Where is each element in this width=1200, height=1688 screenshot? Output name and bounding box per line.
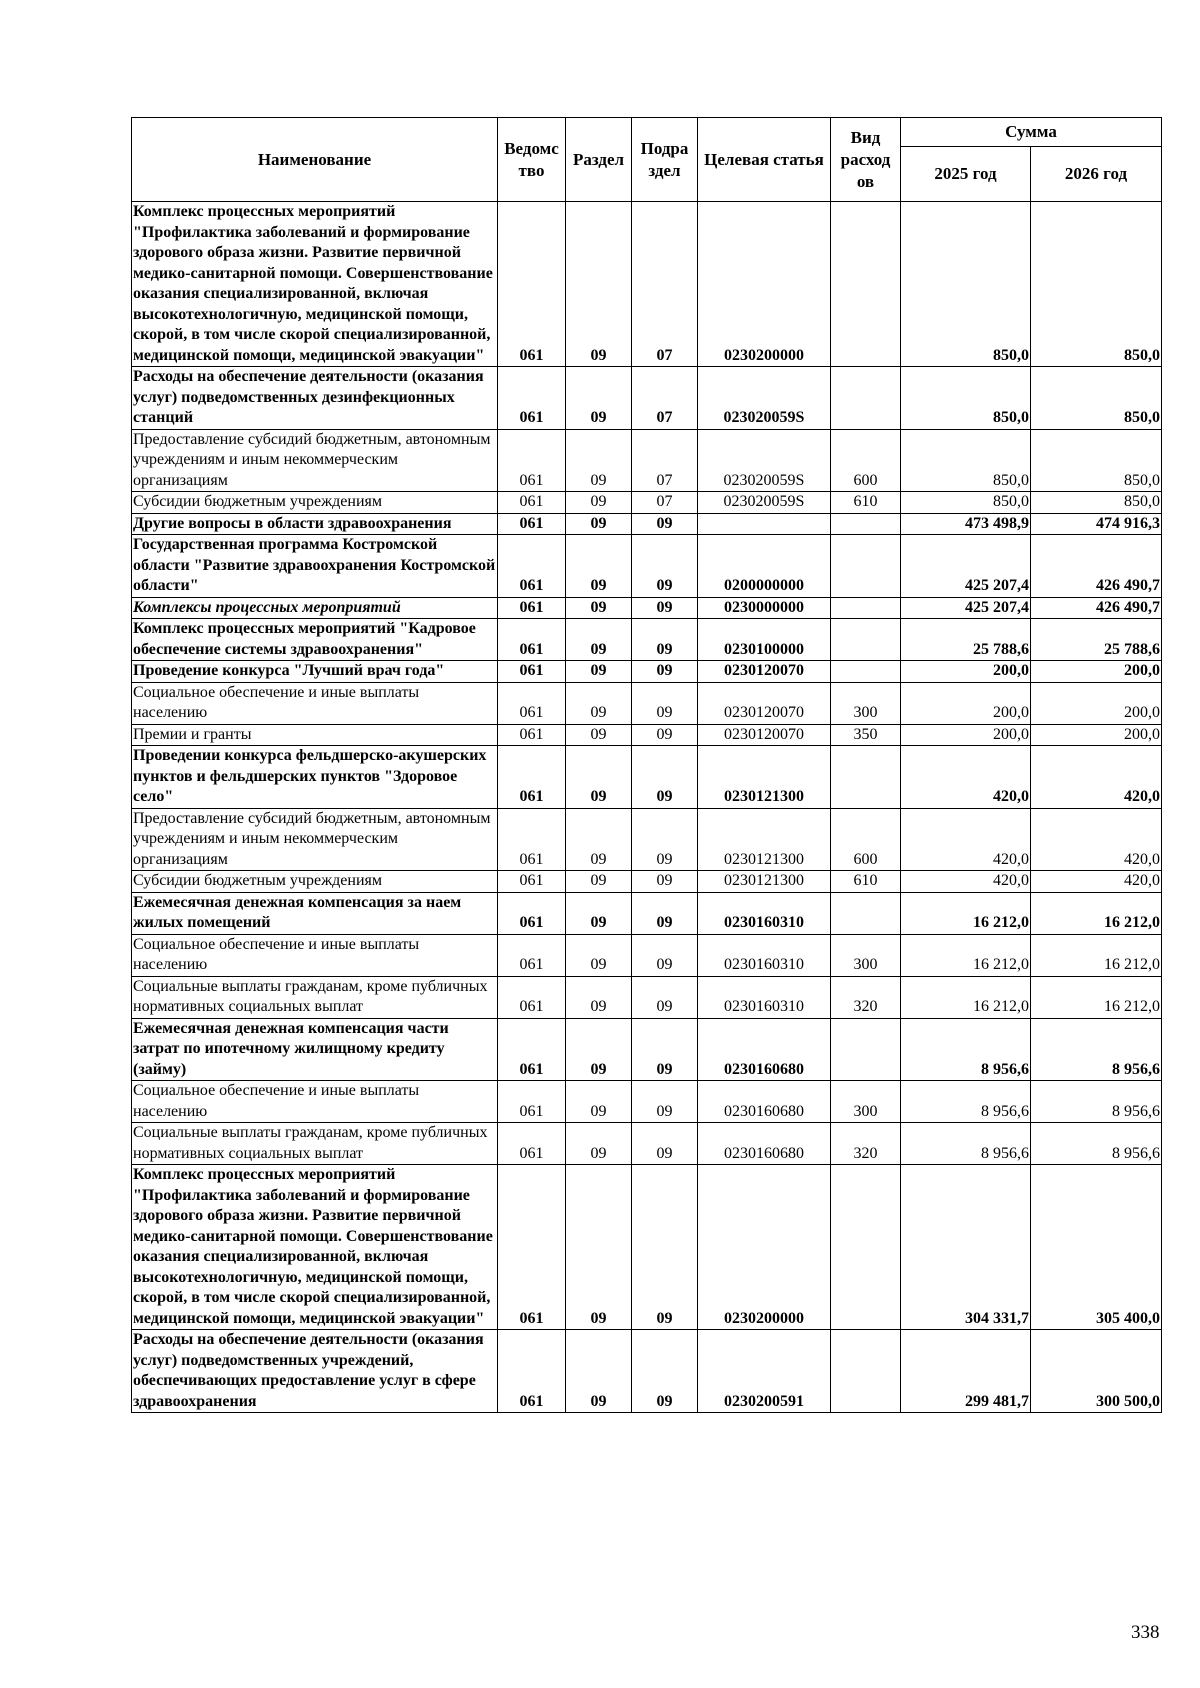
row-amount-2026: 420,0 [1031,808,1162,871]
row-subsection: 09 [632,1018,698,1081]
row-amount-2025: 420,0 [901,871,1031,893]
row-department: 061 [498,661,566,683]
row-target-article: 0230160680 [698,1081,831,1123]
row-name: Комплекс процессных мероприятий "Профилактика заболеваний и формирование здорового образа жизни. Развитие первичной медико-санитарной помощи. Совершенствование оказания специализированной, включая высокотехнологичную, медицинской помощи, скорой, в том числе скорой специализированной, медицинской помощи, медицинской эвакуации" [132,1165,498,1330]
row-department: 061 [498,871,566,893]
row-section: 09 [566,724,632,746]
row-amount-2025: 16 212,0 [901,934,1031,976]
row-subsection: 09 [632,661,698,683]
table-row [132,367,1162,430]
row-department: 061 [498,976,566,1018]
row-name: Социальные выплаты гражданам, кроме публичных нормативных социальных выплат [132,976,498,1018]
row-department: 061 [498,535,566,598]
row-expense-type: 600 [831,808,901,871]
row-department: 061 [498,934,566,976]
row-amount-2025: 425 207,4 [901,597,1031,619]
row-expense-type [831,597,901,619]
row-subsection: 09 [632,682,698,724]
row-department: 061 [498,429,566,492]
row-department: 061 [498,597,566,619]
row-name: Другие вопросы в области здравоохранения [132,513,498,535]
row-target-article: 0230200000 [698,1165,831,1330]
row-section: 09 [566,367,632,430]
table-row [132,597,1162,619]
table-row [132,513,1162,535]
row-section: 09 [566,808,632,871]
row-name: Социальные выплаты гражданам, кроме публичных нормативных социальных выплат [132,1123,498,1165]
row-department: 061 [498,1123,566,1165]
row-expense-type [831,892,901,934]
row-target-article: 0230160310 [698,934,831,976]
row-name: Предоставление субсидий бюджетным, автономным учреждениям и иным некоммерческим организациям [132,808,498,871]
row-section: 09 [566,619,632,661]
row-name: Расходы на обеспечение деятельности (оказания услуг) подведомственных учреждений, обеспечивающих предоставление услуг в сфере здравоохранения [132,1330,498,1413]
row-expense-type: 300 [831,934,901,976]
row-amount-2026: 474 916,3 [1031,513,1162,535]
row-amount-2025: 304 331,7 [901,1165,1031,1330]
row-subsection: 09 [632,808,698,871]
row-name: Социальное обеспечение и иные выплаты населению [132,934,498,976]
row-section: 09 [566,1081,632,1123]
row-section: 09 [566,1018,632,1081]
row-expense-type [831,661,901,683]
row-target-article: 0230200591 [698,1330,831,1413]
row-name: Комплекс процессных мероприятий "Кадровое обеспечение системы здравоохранения" [132,619,498,661]
row-section: 09 [566,429,632,492]
row-amount-2026: 420,0 [1031,746,1162,809]
row-amount-2026: 850,0 [1031,202,1162,367]
row-department: 061 [498,1081,566,1123]
row-expense-type [831,202,901,367]
header-target-article: Целевая статья [698,118,831,202]
row-amount-2026: 426 490,7 [1031,535,1162,598]
row-section: 09 [566,976,632,1018]
row-name: Ежемесячная денежная компенсация части затрат по ипотечному жилищному кредиту (займу) [132,1018,498,1081]
table-row [132,976,1162,1018]
row-section: 09 [566,661,632,683]
row-department: 061 [498,492,566,514]
row-amount-2025: 850,0 [901,202,1031,367]
page-number: 338 [1131,1622,1160,1643]
row-subsection: 09 [632,934,698,976]
table-row [132,535,1162,598]
row-amount-2026: 420,0 [1031,871,1162,893]
row-expense-type: 350 [831,724,901,746]
row-target-article: 0230000000 [698,597,831,619]
row-department: 061 [498,513,566,535]
table-row [132,724,1162,746]
table-body [132,202,1162,1413]
row-target-article [698,513,831,535]
row-expense-type [831,1018,901,1081]
row-name: Ежемесячная денежная компенсация за наем жилых помещений [132,892,498,934]
row-target-article: 0230120070 [698,682,831,724]
row-name: Субсидии бюджетным учреждениям [132,492,498,514]
row-target-article: 0230160310 [698,892,831,934]
row-amount-2026: 16 212,0 [1031,892,1162,934]
row-department: 061 [498,746,566,809]
header-section: Раздел [566,118,632,202]
row-expense-type [831,513,901,535]
row-expense-type: 600 [831,429,901,492]
row-subsection: 09 [632,1165,698,1330]
row-amount-2025: 420,0 [901,808,1031,871]
table-row [132,1123,1162,1165]
row-expense-type [831,535,901,598]
row-section: 09 [566,1123,632,1165]
row-amount-2025: 25 788,6 [901,619,1031,661]
header-expense-type: Вид расход ов [831,118,901,202]
row-amount-2026: 305 400,0 [1031,1165,1162,1330]
row-name: Государственная программа Костромской области "Развитие здравоохранения Костромской области" [132,535,498,598]
row-subsection: 07 [632,202,698,367]
row-subsection: 07 [632,429,698,492]
row-section: 09 [566,934,632,976]
row-department: 061 [498,1018,566,1081]
row-subsection: 09 [632,1330,698,1413]
row-section: 09 [566,1330,632,1413]
row-name: Субсидии бюджетным учреждениям [132,871,498,893]
header-subsection: Подра здел [632,118,698,202]
row-amount-2026: 850,0 [1031,492,1162,514]
row-subsection: 09 [632,871,698,893]
row-amount-2026: 8 956,6 [1031,1018,1162,1081]
row-section: 09 [566,892,632,934]
header-department: Ведомс тво [498,118,566,202]
row-amount-2025: 473 498,9 [901,513,1031,535]
row-target-article: 0230121300 [698,746,831,809]
row-amount-2026: 200,0 [1031,724,1162,746]
row-target-article: 0200000000 [698,535,831,598]
row-amount-2026: 200,0 [1031,682,1162,724]
row-expense-type: 610 [831,871,901,893]
row-target-article: 023020059S [698,429,831,492]
row-amount-2025: 16 212,0 [901,976,1031,1018]
row-section: 09 [566,871,632,893]
row-section: 09 [566,202,632,367]
table-row [132,1018,1162,1081]
table-row [132,492,1162,514]
row-amount-2026: 8 956,6 [1031,1081,1162,1123]
row-subsection: 09 [632,892,698,934]
row-department: 061 [498,808,566,871]
table-row [132,619,1162,661]
row-target-article: 023020059S [698,367,831,430]
row-expense-type: 300 [831,682,901,724]
row-subsection: 09 [632,1081,698,1123]
row-amount-2026: 300 500,0 [1031,1330,1162,1413]
table-row [132,808,1162,871]
row-section: 09 [566,746,632,809]
header-year-2025: 2025 год [901,147,1031,202]
table-row [132,934,1162,976]
row-department: 061 [498,1165,566,1330]
row-target-article: 023020059S [698,492,831,514]
table-row [132,871,1162,893]
row-name: Комплексы процессных мероприятий [132,597,498,619]
table-row [132,1330,1162,1413]
row-name: Комплекс процессных мероприятий "Профилактика заболеваний и формирование здорового образа жизни. Развитие первичной медико-санитарной помощи. Совершенствование оказания специализированной, включая высокотехнологичную, медицинской помощи, скорой, в том числе скорой специализированной, медицинской помощи, медицинской эвакуации" [132,202,498,367]
row-section: 09 [566,492,632,514]
table-row [132,1165,1162,1330]
row-amount-2026: 850,0 [1031,367,1162,430]
row-amount-2025: 200,0 [901,724,1031,746]
row-name: Проведение конкурса "Лучший врач года" [132,661,498,683]
row-target-article: 0230200000 [698,202,831,367]
row-amount-2025: 16 212,0 [901,892,1031,934]
row-subsection: 09 [632,619,698,661]
header-name: Наименование [132,118,498,202]
row-amount-2025: 850,0 [901,492,1031,514]
row-expense-type [831,1330,901,1413]
row-subsection: 09 [632,535,698,598]
row-amount-2026: 16 212,0 [1031,976,1162,1018]
row-amount-2026: 25 788,6 [1031,619,1162,661]
row-section: 09 [566,682,632,724]
row-department: 061 [498,202,566,367]
row-section: 09 [566,513,632,535]
row-amount-2025: 420,0 [901,746,1031,809]
row-expense-type [831,746,901,809]
row-amount-2025: 299 481,7 [901,1330,1031,1413]
table-row [132,682,1162,724]
row-amount-2025: 850,0 [901,429,1031,492]
row-subsection: 09 [632,513,698,535]
row-name: Социальное обеспечение и иные выплаты населению [132,1081,498,1123]
row-target-article: 0230160310 [698,976,831,1018]
row-department: 061 [498,619,566,661]
row-name: Предоставление субсидий бюджетным, автономным учреждениям и иным некоммерческим организациям [132,429,498,492]
row-amount-2025: 8 956,6 [901,1123,1031,1165]
row-target-article: 0230160680 [698,1123,831,1165]
row-subsection: 09 [632,746,698,809]
row-amount-2025: 425 207,4 [901,535,1031,598]
budget-table [131,117,1162,1413]
table-row [132,202,1162,367]
row-amount-2026: 426 490,7 [1031,597,1162,619]
table-row [132,746,1162,809]
row-expense-type: 320 [831,976,901,1018]
row-subsection: 07 [632,367,698,430]
row-subsection: 09 [632,976,698,1018]
row-expense-type [831,367,901,430]
row-department: 061 [498,1330,566,1413]
row-expense-type [831,1165,901,1330]
row-target-article: 0230120070 [698,661,831,683]
row-name: Премии и гранты [132,724,498,746]
row-expense-type: 300 [831,1081,901,1123]
row-amount-2025: 850,0 [901,367,1031,430]
row-subsection: 09 [632,1123,698,1165]
row-expense-type [831,619,901,661]
row-amount-2025: 200,0 [901,661,1031,683]
table-row [132,429,1162,492]
row-department: 061 [498,682,566,724]
row-subsection: 07 [632,492,698,514]
row-section: 09 [566,1165,632,1330]
row-target-article: 0230120070 [698,724,831,746]
row-name: Расходы на обеспечение деятельности (оказания услуг) подведомственных дезинфекционных станций [132,367,498,430]
row-target-article: 0230121300 [698,871,831,893]
row-department: 061 [498,892,566,934]
row-target-article: 0230121300 [698,808,831,871]
row-amount-2025: 8 956,6 [901,1081,1031,1123]
row-expense-type: 320 [831,1123,901,1165]
row-name: Социальное обеспечение и иные выплаты населению [132,682,498,724]
table-row [132,661,1162,683]
row-amount-2026: 850,0 [1031,429,1162,492]
row-target-article: 0230160680 [698,1018,831,1081]
row-name: Проведении конкурса фельдшерско-акушерских пунктов и фельдшерских пунктов "Здоровое село" [132,746,498,809]
row-target-article: 0230100000 [698,619,831,661]
row-department: 061 [498,367,566,430]
row-amount-2025: 8 956,6 [901,1018,1031,1081]
row-amount-2025: 200,0 [901,682,1031,724]
row-amount-2026: 8 956,6 [1031,1123,1162,1165]
header-year-2026: 2026 год [1031,147,1162,202]
row-subsection: 09 [632,724,698,746]
header-sum: Сумма [901,118,1162,147]
row-section: 09 [566,597,632,619]
table-row [132,1081,1162,1123]
row-department: 061 [498,724,566,746]
table-row [132,892,1162,934]
row-expense-type: 610 [831,492,901,514]
row-amount-2026: 200,0 [1031,661,1162,683]
row-amount-2026: 16 212,0 [1031,934,1162,976]
row-section: 09 [566,535,632,598]
row-subsection: 09 [632,597,698,619]
